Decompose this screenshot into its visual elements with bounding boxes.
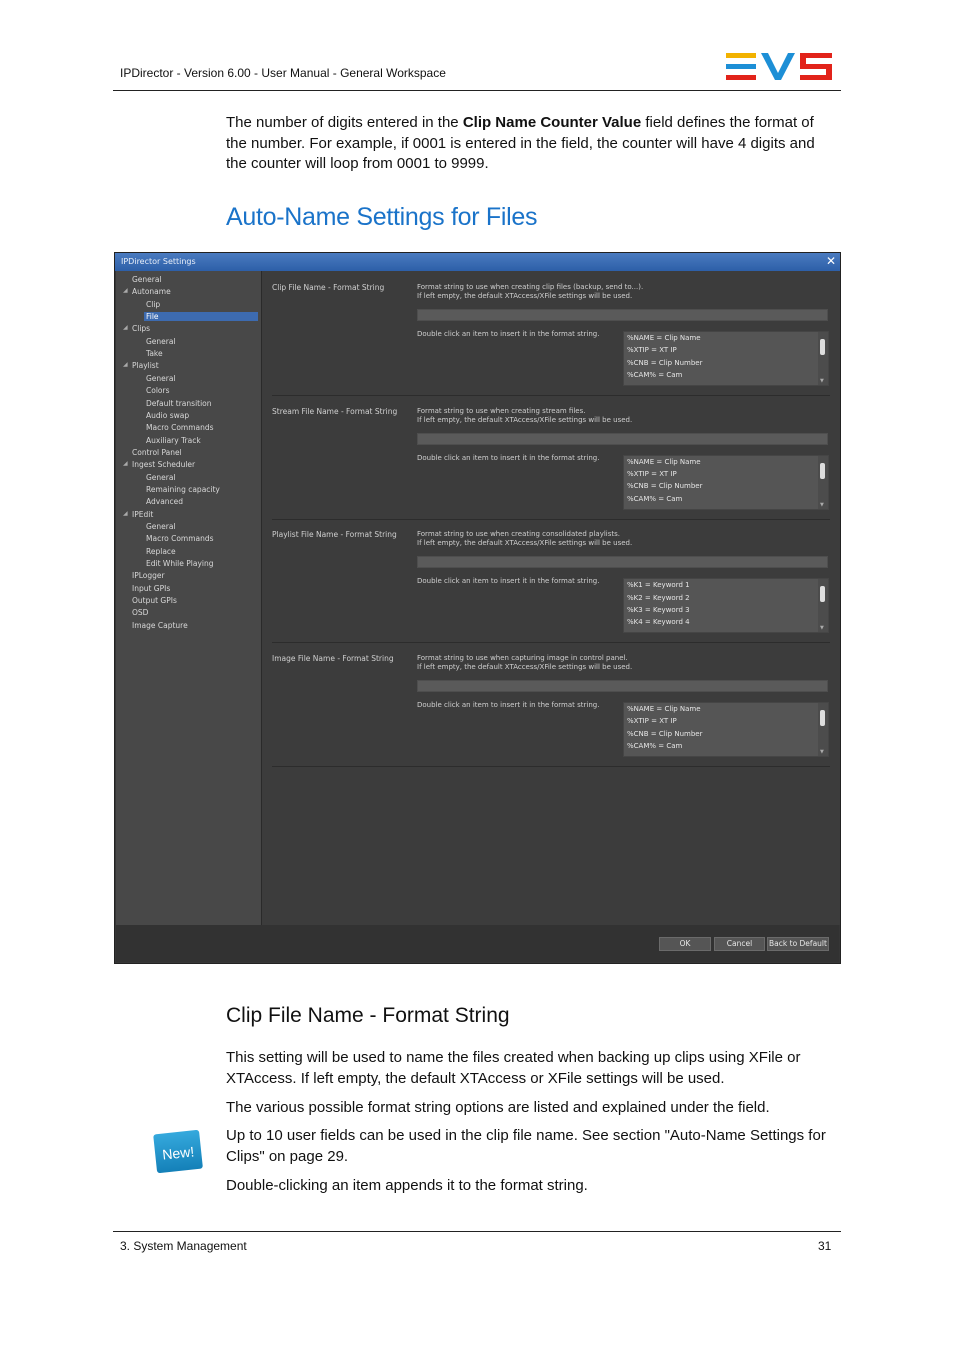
section-title: Clip File Name - Format String [272, 283, 385, 292]
tree-item-label: Default transition [146, 398, 212, 408]
format-string-input[interactable] [417, 433, 828, 445]
section-title: Image File Name - Format String [272, 654, 394, 664]
tree-item-label: General [146, 522, 176, 531]
intro-paragraph [226, 113, 838, 175]
section-desc-1: Format string to use when capturing image in control panel. [417, 654, 628, 663]
tree-item-label: IPEdit [132, 509, 154, 519]
tree-item[interactable] [146, 497, 183, 506]
tree-item[interactable] [132, 608, 148, 617]
tree-item-label: General [146, 336, 176, 346]
scroll-down-icon[interactable]: ▼ [820, 501, 824, 508]
tree-item[interactable] [146, 349, 163, 358]
tree-item[interactable] [146, 411, 189, 420]
tree-item-label: Playlist [132, 361, 159, 371]
tree-item-label: Audio swap [146, 410, 190, 420]
tree-item[interactable] [146, 473, 176, 482]
tree-item-label: Control Panel [132, 447, 182, 457]
paragraph-4: Double-clicking an item appends it to the format string. [226, 1177, 588, 1194]
section-desc-1: Format string to use when creating clip files (backup, send to...). [417, 283, 644, 291]
tree-item-label: Image Capture [132, 620, 188, 630]
footer-section: 3. System Management [120, 1239, 247, 1253]
format-options-listbox[interactable] [623, 702, 829, 757]
section-separator [272, 766, 830, 767]
section-title: Stream File Name - Format String [272, 406, 398, 416]
tree-item-label: Colors [146, 386, 170, 396]
tree-item-label: General [146, 472, 176, 482]
scrollbar-thumb[interactable] [820, 710, 825, 726]
tree-item-label: Clips [132, 324, 151, 334]
listbox-scrollbar[interactable] [818, 579, 828, 632]
section-desc-2: If left empty, the default XTAccess/XFile settings will be used. [417, 539, 633, 548]
tree-item[interactable] [132, 571, 165, 580]
tree-item-label: Macro Commands [146, 423, 214, 433]
tree-item[interactable] [123, 460, 196, 470]
expand-arrow-icon[interactable]: ◢ [123, 287, 128, 295]
tree-item[interactable] [146, 522, 176, 531]
tree-item[interactable] [123, 287, 171, 297]
heading-auto-name-files: Auto-Name Settings for Files [226, 203, 538, 231]
format-option-item[interactable]: %CNB = Clip Number [627, 358, 703, 367]
tree-item[interactable] [146, 386, 170, 395]
tree-item-label: Output GPIs [132, 596, 177, 606]
section-separator [272, 519, 830, 520]
section-separator [272, 642, 830, 643]
listbox-scrollbar[interactable] [818, 332, 828, 385]
tree-item-label: Replace [146, 546, 176, 556]
tree-item[interactable] [123, 361, 159, 371]
expand-arrow-icon[interactable]: ◢ [123, 509, 128, 517]
close-icon[interactable]: ✕ [825, 254, 836, 268]
tree-item-label: Input GPIs [132, 583, 171, 593]
format-option-item[interactable]: %XTIP = XT IP [627, 717, 677, 726]
paragraph-1: This setting will be used to name the files created when backing up clips using XFile or XTAccess. If left empty, the default XTAccess or XFile settings will be used. [226, 1049, 801, 1087]
tree-item[interactable] [132, 275, 162, 284]
scroll-down-icon[interactable]: ▼ [820, 378, 824, 384]
header-rule [113, 90, 841, 91]
cancel-button[interactable]: Cancel [714, 937, 765, 951]
section-desc-2: If left empty, the default XTAccess/XFile settings will be used. [417, 292, 633, 300]
tree-item[interactable] [146, 399, 212, 408]
expand-arrow-icon[interactable]: ◢ [123, 460, 128, 468]
header-title: IPDirector - Version 6.00 - User Manual - General Workspace [120, 66, 446, 80]
evs-logo [726, 53, 834, 81]
tree-item-label: Macro Commands [146, 534, 214, 544]
format-string-input[interactable] [417, 309, 828, 321]
tree-item-label: Take [146, 349, 163, 359]
tree-item-label: Clip [146, 299, 161, 309]
format-option-item[interactable]: %CNB = Clip Number [627, 482, 703, 491]
tree-item[interactable] [146, 423, 214, 432]
tree-item[interactable] [146, 559, 213, 568]
tree-item-label: Autoname [132, 287, 171, 297]
format-option-item[interactable]: %NAME = Clip Name [627, 705, 701, 714]
double-click-hint: Double click an item to insert it in the format string. [417, 577, 600, 586]
tree-item-label: General [146, 373, 176, 383]
listbox-scrollbar[interactable] [818, 456, 828, 509]
format-option-item[interactable]: %CNB = Clip Number [627, 729, 703, 738]
section-title: Playlist File Name - Format String [272, 530, 397, 540]
section-desc-2: If left empty, the default XTAccess/XFile settings will be used. [417, 415, 633, 424]
scroll-down-icon[interactable]: ▼ [820, 749, 824, 756]
new-badge-icon [153, 1128, 204, 1175]
tree-item-label: General [132, 275, 162, 284]
new-badge-text: New! [161, 1143, 195, 1163]
tree-item[interactable] [146, 534, 214, 543]
scrollbar-thumb[interactable] [820, 586, 825, 602]
dialog-titlebar [115, 253, 840, 271]
format-option-item[interactable]: %CAM% = Cam [627, 741, 683, 750]
tree-item[interactable] [132, 596, 177, 605]
expand-arrow-icon[interactable]: ◢ [123, 324, 128, 332]
tree-item-label: Remaining capacity [146, 484, 220, 494]
back-to-default-button[interactable]: Back to Default [767, 937, 829, 951]
section-desc-1: Format string to use when creating consolidated playlists. [417, 530, 620, 539]
paragraph-3: Up to 10 user fields can be used in the clip file name. See section "Auto-Name Settings for Clips" on page 29. [226, 1127, 826, 1165]
ok-button[interactable]: OK [659, 937, 711, 951]
tree-item[interactable] [146, 436, 201, 445]
tree-item[interactable] [123, 509, 154, 519]
tree-item-label: Auxiliary Track [146, 435, 201, 445]
intro-text-2: field defines the format of the number. For example, if 0001 is entered in the field, the counter will have 4 digits and the counter will loop from 0001 to 9999. [226, 114, 815, 172]
tree-item[interactable] [123, 324, 151, 334]
format-option-item[interactable]: %CAM% = Cam [627, 370, 683, 379]
tree-item-label: Ingest Scheduler [132, 460, 196, 470]
double-click-hint: Double click an item to insert it in the format string. [417, 701, 600, 710]
settings-tree [116, 271, 262, 925]
tree-item[interactable] [132, 448, 182, 457]
format-option-item[interactable]: %XTIP = XT IP [627, 346, 677, 355]
format-option-item[interactable]: %K2 = Keyword 2 [627, 593, 690, 602]
scrollbar-thumb[interactable] [820, 339, 825, 355]
tree-item-label: Advanced [146, 497, 184, 507]
listbox-scrollbar[interactable] [818, 703, 828, 756]
format-string-input[interactable] [417, 556, 828, 568]
format-options-listbox[interactable] [623, 331, 829, 386]
format-option-item[interactable]: %K4 = Keyword 4 [627, 618, 690, 627]
expand-arrow-icon[interactable]: ◢ [123, 361, 128, 369]
tree-item[interactable] [146, 485, 220, 494]
format-option-item[interactable]: %NAME = Clip Name [627, 457, 701, 466]
settings-main-panel [262, 271, 840, 925]
footer-rule [113, 1231, 841, 1232]
scroll-down-icon[interactable]: ▼ [820, 625, 824, 632]
paragraph-2: The various possible format string options are listed and explained under the field. [226, 1099, 770, 1116]
footer-page-number: 31 [818, 1239, 832, 1253]
intro-bold: Clip Name Counter Value [462, 114, 642, 131]
section-desc-2: If left empty, the default XTAccess/XFile settings will be used. [417, 663, 633, 672]
section-desc-1: Format string to use when creating stream files. [417, 406, 586, 415]
format-string-input[interactable] [417, 680, 828, 692]
tree-item[interactable] [144, 312, 258, 321]
tree-item-label: Edit While Playing [146, 559, 214, 569]
double-click-hint: Double click an item to insert it in the format string. [417, 453, 600, 462]
section-separator [272, 395, 830, 396]
tree-item[interactable] [146, 337, 176, 346]
double-click-hint: Double click an item to insert it in the format string. [417, 330, 600, 338]
dialog-title: IPDirector Settings [121, 257, 196, 266]
tree-item-label: OSD [132, 608, 149, 618]
heading-clip-file-name: Clip File Name - Format String [226, 1004, 510, 1027]
tree-item[interactable] [146, 374, 176, 383]
tree-item[interactable] [132, 621, 188, 630]
format-option-item[interactable]: %K3 = Keyword 3 [627, 605, 690, 614]
scrollbar-thumb[interactable] [820, 463, 825, 479]
settings-dialog [114, 252, 841, 964]
format-option-item[interactable]: %K1 = Keyword 1 [627, 581, 690, 590]
format-option-item[interactable]: %CAM% = Cam [627, 494, 683, 503]
format-options-listbox[interactable] [623, 578, 829, 633]
tree-item[interactable] [146, 547, 176, 556]
intro-text-1: The number of digits entered in the [226, 114, 463, 131]
tree-item[interactable] [132, 584, 170, 593]
format-option-item[interactable]: %NAME = Clip Name [627, 334, 701, 342]
tree-item-label: File [146, 312, 159, 322]
tree-item-label: IPLogger [132, 571, 165, 581]
format-options-listbox[interactable] [623, 455, 829, 510]
tree-item[interactable] [146, 300, 160, 309]
format-option-item[interactable]: %XTIP = XT IP [627, 469, 677, 478]
